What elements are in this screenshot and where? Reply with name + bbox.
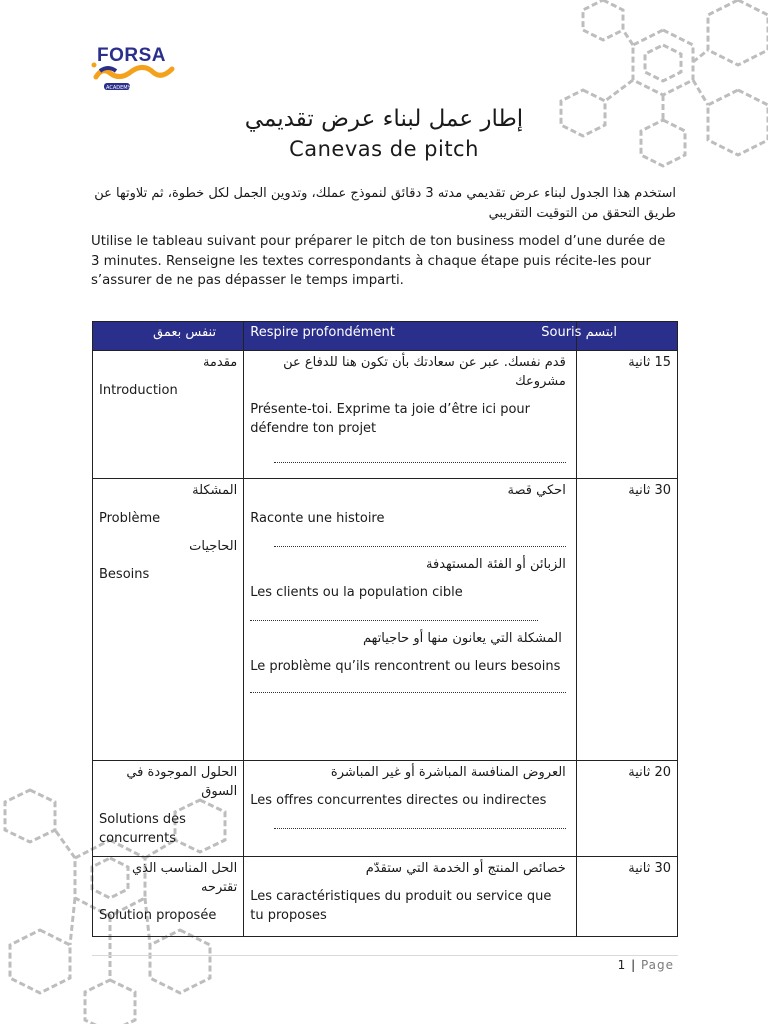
prompt-arabic: قدم نفسك. عبر عن سعادتك بأن تكون هنا للدفاع عن مشروعك <box>283 355 566 389</box>
prompt-arabic: خصائص المنتج أو الخدمة التي ستقدّم <box>365 861 566 876</box>
prompt-cell <box>244 857 577 937</box>
answer-line[interactable] <box>250 610 538 621</box>
pitch-canvas-table <box>92 321 678 937</box>
time-cell: 30 ثانية <box>576 857 677 937</box>
section-label-french: Problème <box>99 511 161 526</box>
page-number: 1 | Page <box>617 958 674 972</box>
section-cell <box>93 761 244 857</box>
prompt-french: Les offres concurrentes directes ou indirectes <box>250 793 547 808</box>
prompt-french: Les clients ou la population cible <box>250 585 463 600</box>
forsa-academy-logo <box>90 43 180 95</box>
footer-divider <box>92 955 678 956</box>
answer-line[interactable] <box>274 818 566 829</box>
section-label-french: Besoins <box>99 567 150 582</box>
time-cell: 15 ثانية <box>576 351 677 479</box>
section-cell <box>93 351 244 479</box>
section-label-arabic: مقدمة <box>202 355 238 370</box>
section-cell <box>93 479 244 761</box>
intro-text-french: Utilise le tableau suivant pour préparer le pitch de ton business model d’une durée de 3 minutes. Renseigne les textes correspondants à chaque étape puis récite-les pour s’assurer de ne pas dépasser le temps imparti. <box>91 234 666 288</box>
table-header-row <box>93 322 678 351</box>
time-cell: 30 ثانية <box>576 479 677 761</box>
section-label-arabic: الحلول الموجودة في السوق <box>126 765 238 799</box>
prompt-arabic: العروض المنافسة المباشرة أو غير المباشرة <box>330 765 566 780</box>
prompt-french: Le problème qu’ils rencontrent ou leurs besoins <box>250 659 561 674</box>
svg-text:ACADEMY: ACADEMY <box>106 85 131 91</box>
section-label-arabic: المشكلة <box>192 483 238 498</box>
table-row-introduction <box>93 351 678 479</box>
prompt-arabic: احكي قصة <box>507 483 566 498</box>
table-row-competitors <box>93 761 678 857</box>
header-respire: Respire profondément <box>244 322 577 351</box>
page-title-arabic: إطار عمل لبناء عرض تقديمي <box>244 106 524 132</box>
prompt-french: Raconte une histoire <box>250 511 385 526</box>
section-label-french: Solution proposée <box>99 908 217 923</box>
table-row-problem <box>93 479 678 761</box>
intro-text-arabic: استخدم هذا الجدول لبناء عرض تقديمي مدته 3 دقائق لنموذج عملك، وتدوين الجمل لكل خطوة، ثم تلاوتها عن طريق التحقق من التوقيت التقريبي <box>94 186 676 221</box>
prompt-cell <box>244 351 577 479</box>
answer-line[interactable] <box>274 452 566 463</box>
prompt-cell <box>244 479 577 761</box>
section-label-french: Solutions des concurrents <box>99 812 186 846</box>
header-breathe: تنفس بعمق <box>93 322 244 351</box>
section-label-arabic: الحل المناسب الذي تقترحه <box>131 861 238 895</box>
answer-line[interactable] <box>250 682 566 693</box>
prompt-arabic: الزبائن أو الفئة المستهدفة <box>426 557 566 572</box>
section-cell <box>93 857 244 937</box>
page-title-french: Canevas de pitch <box>289 137 479 161</box>
answer-line[interactable] <box>274 536 566 547</box>
prompt-arabic: المشكلة التي يعانون منها أو حاجياتهم <box>363 631 562 646</box>
prompt-french: Les caractéristiques du produit ou service que tu proposes <box>250 889 552 923</box>
prompt-french: Présente-toi. Exprime ta joie d’être ici pour défendre ton projet <box>250 402 531 436</box>
table-row-solution <box>93 857 678 937</box>
section-label-french: Introduction <box>99 383 178 398</box>
time-cell: 20 ثانية <box>576 761 677 857</box>
header-smile: ابتسم Souris <box>576 322 677 351</box>
svg-text:FORSA: FORSA <box>97 45 166 66</box>
prompt-cell <box>244 761 577 857</box>
section-label-arabic: الحاجيات <box>189 539 238 554</box>
